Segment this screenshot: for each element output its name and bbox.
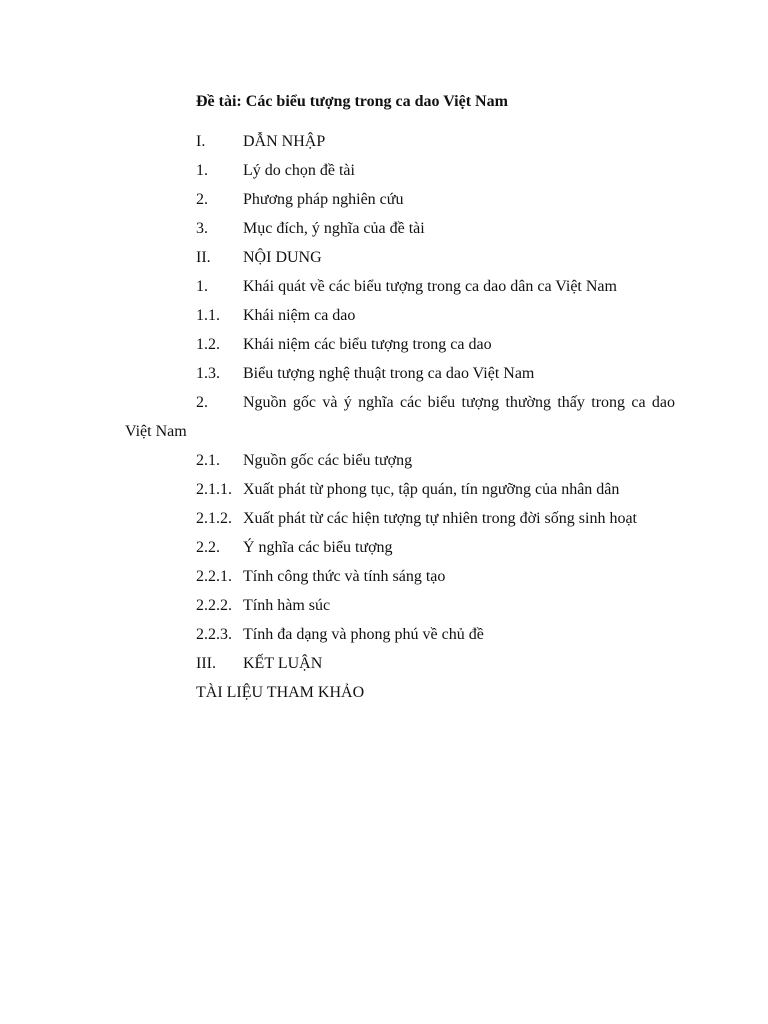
toc-number: 2.1.2. bbox=[196, 510, 232, 527]
toc-number: 2.2.3. bbox=[196, 626, 232, 643]
table-of-contents bbox=[0, 132, 768, 712]
toc-item bbox=[0, 161, 768, 190]
toc-item-continuation bbox=[0, 422, 768, 451]
toc-number: 2.2. bbox=[196, 539, 220, 556]
toc-item bbox=[0, 277, 768, 306]
toc-text: Nguồn gốc các biểu tượng bbox=[243, 452, 413, 469]
toc-number: 1. bbox=[196, 278, 208, 295]
toc-item bbox=[0, 596, 768, 625]
toc-item bbox=[0, 538, 768, 567]
toc-text: TÀI LIỆU THAM KHẢO bbox=[196, 684, 365, 701]
toc-number: 3. bbox=[196, 220, 208, 237]
toc-item-references bbox=[0, 683, 768, 712]
toc-item bbox=[0, 509, 768, 538]
toc-number: 1.1. bbox=[196, 307, 220, 324]
toc-number: 2.2.1. bbox=[196, 568, 232, 585]
toc-text: Nguồn gốc và ý nghĩa các biểu tượng thường thấy trong ca dao bbox=[243, 394, 675, 411]
toc-item bbox=[0, 451, 768, 480]
toc-text: Phương pháp nghiên cứu bbox=[243, 191, 404, 208]
toc-item bbox=[0, 393, 768, 422]
toc-number: III. bbox=[196, 655, 216, 672]
toc-text: Tính đa dạng và phong phú về chủ đề bbox=[243, 626, 484, 643]
toc-number: 1.3. bbox=[196, 365, 220, 382]
toc-item bbox=[0, 132, 768, 161]
toc-number: I. bbox=[196, 133, 206, 150]
toc-text: Biểu tượng nghệ thuật trong ca dao Việt Nam bbox=[243, 365, 535, 382]
toc-item bbox=[0, 625, 768, 654]
toc-number: 1. bbox=[196, 162, 208, 179]
toc-text-continuation: Việt Nam bbox=[125, 423, 187, 440]
toc-number: 2. bbox=[196, 394, 208, 411]
toc-text: DẪN NHẬP bbox=[243, 133, 326, 150]
toc-text: Lý do chọn đề tài bbox=[243, 162, 355, 179]
toc-item bbox=[0, 306, 768, 335]
toc-number: 2.1. bbox=[196, 452, 220, 469]
toc-text: Tính công thức và tính sáng tạo bbox=[243, 568, 446, 585]
document-title: Đề tài: Các biểu tượng trong ca dao Việt Nam bbox=[196, 93, 508, 110]
toc-number: 1.2. bbox=[196, 336, 220, 353]
toc-text: Xuất phát từ các hiện tượng tự nhiên trong đời sống sinh hoạt bbox=[243, 510, 637, 527]
toc-text: Xuất phát từ phong tục, tập quán, tín ngưỡng của nhân dân bbox=[243, 481, 620, 498]
toc-item bbox=[0, 219, 768, 248]
toc-number: 2.2.2. bbox=[196, 597, 232, 614]
toc-item bbox=[0, 567, 768, 596]
toc-text: Tính hàm súc bbox=[243, 597, 331, 614]
toc-item bbox=[0, 335, 768, 364]
toc-item bbox=[0, 364, 768, 393]
toc-item bbox=[0, 654, 768, 683]
toc-number: II. bbox=[196, 249, 211, 266]
toc-text: KẾT LUẬN bbox=[243, 655, 323, 672]
toc-number: 2. bbox=[196, 191, 208, 208]
toc-item bbox=[0, 190, 768, 219]
toc-text: Khái niệm ca dao bbox=[243, 307, 356, 324]
toc-text: NỘI DUNG bbox=[243, 249, 322, 266]
toc-item bbox=[0, 480, 768, 509]
toc-text: Mục đích, ý nghĩa của đề tài bbox=[243, 220, 425, 237]
toc-text: Ý nghĩa các biểu tượng bbox=[243, 539, 393, 556]
toc-item bbox=[0, 248, 768, 277]
toc-number: 2.1.1. bbox=[196, 481, 232, 498]
toc-text: Khái quát về các biểu tượng trong ca dao dân ca Việt Nam bbox=[243, 278, 617, 295]
toc-text: Khái niệm các biểu tượng trong ca dao bbox=[243, 336, 492, 353]
